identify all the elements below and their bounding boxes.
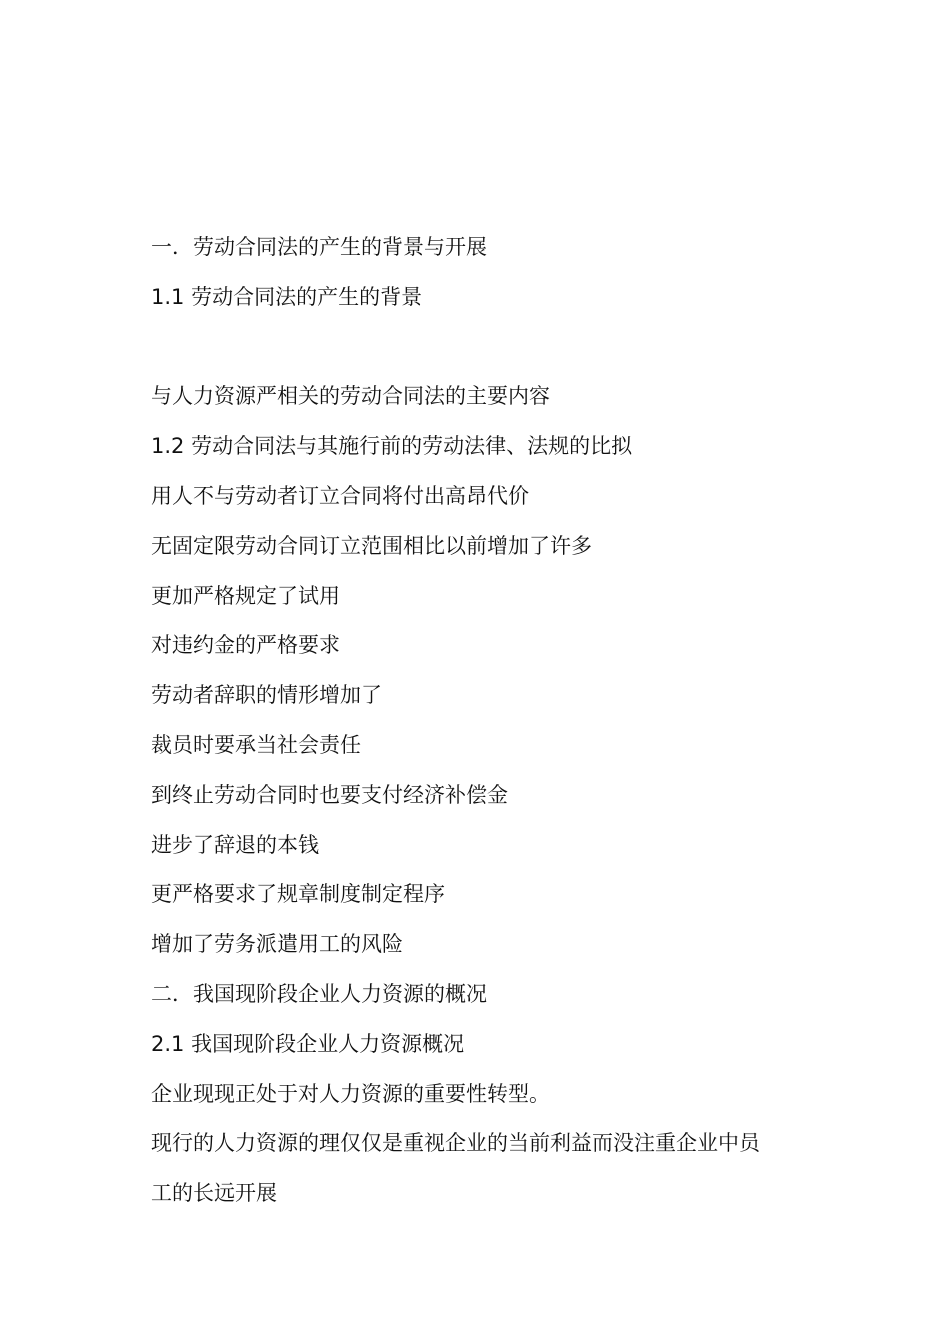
blank-line bbox=[151, 332, 831, 382]
paragraph-line: 对违约金的严格要求 bbox=[151, 633, 340, 658]
subsection-heading-1-2: 1.2 劳动合同法与其施行前的劳动法律、法规的比拟 bbox=[151, 434, 633, 459]
paragraph-line: 用人不与劳动者订立合同将付出高昂代价 bbox=[151, 483, 529, 508]
paragraph-line: 裁员时要承当社会责任 bbox=[151, 732, 361, 757]
subsection-heading-1-1: 1.1 劳动合同法的产生的背景 bbox=[151, 284, 423, 309]
paragraph-line: 更加严格规定了试用 bbox=[151, 583, 340, 608]
paragraph-line: 到终止劳动合同时也要支付经济补偿金 bbox=[151, 782, 508, 807]
section-heading-2: 二．我国现阶段企业人力资源的概况 bbox=[151, 981, 487, 1006]
paragraph-line: 企业现现正处于对人力资源的重要性转型。 bbox=[151, 1081, 550, 1106]
section-heading-1: 一．劳动合同法的产生的背景与开展 bbox=[151, 235, 487, 259]
paragraph-line: 工的长远开展 bbox=[151, 1181, 277, 1206]
paragraph-line: 无固定限劳动合同订立范围相比以前增加了许多 bbox=[151, 533, 592, 558]
paragraph-line: 增加了劳务派遣用工的风险 bbox=[151, 932, 403, 957]
paragraph-line: 劳动者辞职的情形增加了 bbox=[151, 683, 382, 708]
paragraph-line: 进步了辞退的本钱 bbox=[151, 832, 319, 857]
paragraph-line: 与人力资源严相关的劳动合同法的主要内容 bbox=[151, 384, 550, 409]
paragraph-line: 更严格要求了规章制度制定程序 bbox=[151, 882, 445, 907]
paragraph-line: 现行的人力资源的理仅仅是重视企业的当前利益而没注重企业中员 bbox=[151, 1131, 760, 1156]
subsection-heading-2-1: 2.1 我国现阶段企业人力资源概况 bbox=[151, 1031, 465, 1056]
document-body bbox=[151, 232, 831, 1228]
